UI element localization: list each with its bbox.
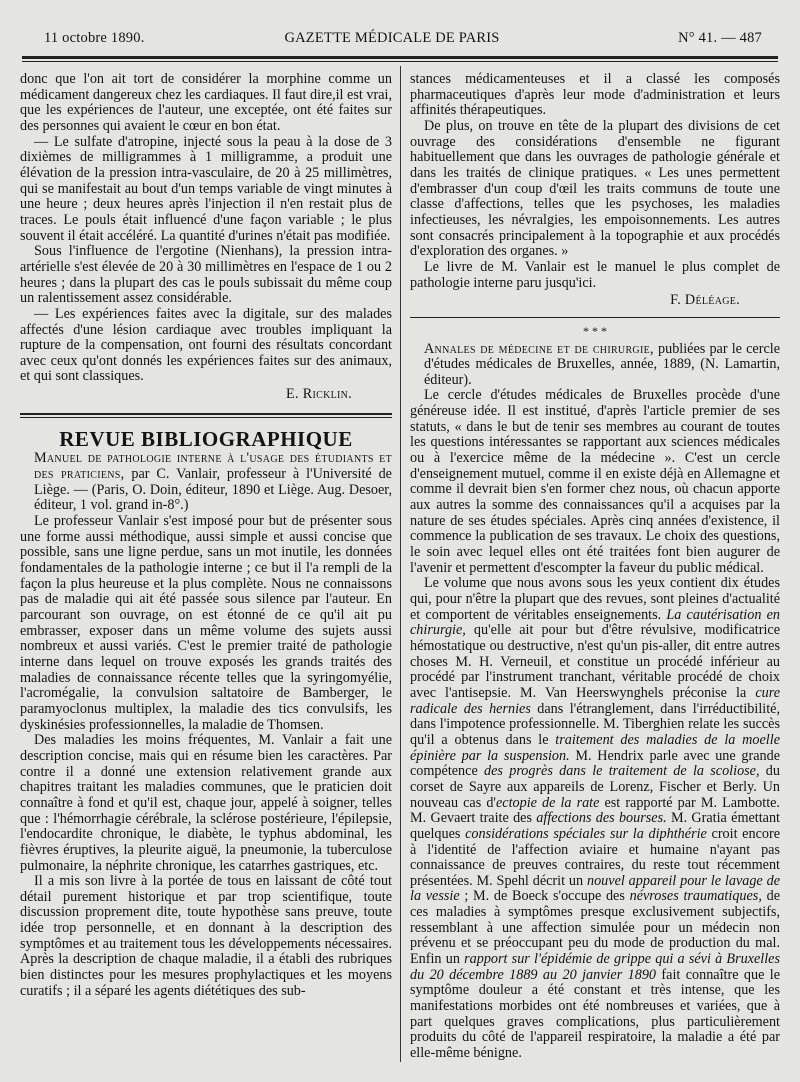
author-signature: E. Ricklin. [286,386,352,403]
journal-title: GAZETTE MÉDICALE DE PARIS [284,30,500,46]
paragraph: Le cercle d'études médicales de Bruxelles procède d'une généreuse idée. Il est institué, d'après l'article premier de ses statuts, « dans le but de tenir ses membres au courant de toutes les questions intéressantes se rapportant aux sciences médicales ou à l'exercice même de la médecine ». C'est un cercle d'enseignement mutuel, comme il en existe déjà en Allemagne et comme il devrait bien s'en former chez nous, où chacun apporte aux autres la somme des connaissances qu'il a acquises par la nature de ses études spéciales. Après cinq années d'existence, il commence la publication de ses travaux. Le choix des questions, le soin avec lequel elles ont été traitées font bien augurer de l'avenir et permettent d'escompter la faveur du public médical. [410,387,780,576]
italic-title: des progrès dans le traitement de la scoliose, [484,763,760,780]
section-rule [410,317,780,318]
text-run: ; M. de Boeck s'occupe des [459,888,630,905]
paragraph: stances médicamenteuses et il a classé les composés pharmaceutiques d'après leur mode d'administration et leurs affinités thérapeutiques. [410,71,780,119]
reference-title: Manuel de pathologie interne à l'usage des étudiants et des praticiens, [34,450,392,483]
text-run: dans l'étranglement, dans l'irréductibilité, dans l'impotence professionnelle. M. Tiberghien relate les succès qu'il a obtenus dans le [410,700,780,748]
column-divider [400,66,401,1062]
text-run: du corset de Sayre aux appareils de Lorenz, Fischer et Berly. Un nouveau cas d' [410,763,780,811]
bibliographic-reference [20,451,392,514]
text-run: M. Hendrix parle avec une grande compétence [410,747,780,780]
text-run: de ces maladies à symptômes presque exclusivement subjectifs, ressemblant à une affection simulée pour un médecin non prévenu et se préoccupant peu du mode de production du mal. Enfin un [410,888,780,968]
paragraph: Le livre de M. Vanlair est le manuel le plus complet de pathologie interne paru jusqu'ici. [410,258,780,291]
reference-title: Annales de médecine et de chirurgie, [424,340,654,357]
issue-number: N° 41. — 487 [678,30,762,46]
section-rule [20,413,392,418]
author-signature: F. Déléage. [670,292,740,309]
paragraph: donc que l'on ait tort de considérer la morphine comme un médicament dangereux chez les cardiaques. Il faut dire,il est vrai, que les expériences de l'auteur, une exceptée, ont été faites sur des personnes qui avaient le cœur en bon état. [20,71,392,134]
text-run: croit encore à l'identité de l'affection aviaire et humaine n'ayant pas connaissance de preuves contraires, du reste tout récemment présentées. M. Spehl décrit un [410,825,780,889]
paragraph: Sous l'influence de l'ergotine (Nienhans), la pression intra-artérielle s'est élevée de 20 à 30 millimètres en l'espace de 1 ou 2 heures ; dans la plupart des cas le pouls subissait du même coup un ralentissement assez considérable. [20,243,392,307]
paragraph: Il a mis son livre à la portée de tous en laissant de côté tout détail purement historique et par trop scientifique, toute discussion proprement dite, toute hypothèse sans preuve, toute idée trop personnelle, et en donnant à la description des symptômes et au traitement tous les développements nécessaires. Après la description de chaque maladie, il a établi des rubriques bien distinctes pour les mesures prophylactiques et les moyens curatifs ; il a séparé les agents diététiques des sub- [20,873,392,999]
text-run: Le volume que nous avons sous les yeux contient dix études qui, pour n'être la plupart que des revues, sont pleines d'actualité et comportent de véritables enseignements. [410,575,780,623]
bibliographic-reference [410,342,780,389]
paragraph: Le professeur Vanlair s'est imposé pour but de présenter sous une forme aussi méthodique, aussi simple et aussi concise que possible, sans une ligne perdue, sans un mot inutile, les données fondamentales de la pathologie interne ; ce but il l'a rempli de la façon la plus heureuse et la plus complète. Nous ne connaissons pas de maladie qui ait été passée sous silence par l'auteur. En parcourant son ouvrage, on est étonné de ce qu'il ait pu embrasser, exposer dans un même volume des sujets aussi nombreux et aussi variés. C'est le premier traité de pathologie interne dans lequel on trouve exposés les grands traités des maladies de connaissance récente telles que la syringomyélie, l'acromégalie, la convulsion saltatoire de Bamberger, le paramyoclonus multiplex, la maladie des tics convulsifs, les dyskinésies professionnelles, la maladie de Thomsen. [20,513,392,733]
asterism-divider: * * * [583,323,607,338]
italic-title: affections des bourses. [536,810,667,827]
paragraph: — Le sulfate d'atropine, injecté sous la peau à la dose de 3 dixièmes de milligrammes à 1 milligramme, a produit une élévation de la pression intra-vasculaire, de 20 à 25 millimètres, qui se manifestait au bout d'un temps variable de vingt minutes à une heure ; deux heures après l'injection il n'en restait plus de traces. Le pouls était influencé d'une façon variable ; le plus souvent il était accéléré. La quantité d'urines n'était pas modifiée. [20,133,392,244]
reference-details: publiées par le cercle d'études médicales de Bruxelles, année, 1889, (N. Lamartin, éditeur). [424,340,780,388]
paragraph: — Les expériences faites avec la digitale, sur des malades affectés d'une lésion cardiaque avec troubles impliquant la rupture de la compensation, ont fourni des résultats concordant avec ceux qu'ont donnés les expériences faites sur des animaux, et qui sont classiques. [20,305,392,385]
text-run: qu'elle ait pour but d'être révulsive, modificatrice hémostatique ou destructive, n'est qu'un pis-aller, dit entre autres choses M. H. Verneuil, et constitue un procédé inférieur au procédé par l'instrument tranchant, véritable procédé de choix avec l'antisepsie. M. Van Heerswynghels préconise la [410,622,780,701]
text-run: fait connaître que le symptôme douleur a été constant et très intense, que les manifestations morbides ont été nombreuses et variées, que à part quelques graves complications, plus particulièrement produits du côté de l'appareil respiratoire, la maladie a été par elle-même bénigne. [410,966,780,1062]
italic-title: névroses traumatiques, [629,888,762,905]
text-run: est rapporté par M. Lambotte. M. Gevaert traite des [410,794,780,827]
italic-title: ectopie de la rate [495,794,600,811]
section-title: REVUE BIBLIOGRAPHIQUE [59,426,353,451]
italic-title: nouvel appareil pour le lavage de la vessie [410,872,780,905]
paragraph: Des maladies les moins fréquentes, M. Vanlair a fait une description concise, mais qui en résume bien les caractères. Par contre il a donné une extension relativement grande aux chapitres traitant les maladies communes, que le praticien doit connaître à fond et qu'il est, chaque jour, appelé à soigner, telles que : l'hémorrhagie cérébrale, la sclérose postérieure, l'épilepsie, l'endocardite chronique, le diabète, le typhus abdominal, les fièvres éruptives, la pleurite aiguë, la pneumonie, la tuberculose pulmonaire, la néphrite chronique, les catarrhes gastriques, etc. [20,732,392,874]
italic-title: considérations spéciales sur la diphthérie [465,825,707,842]
paragraph [410,576,780,1061]
issue-date: 11 octobre 1890. [44,30,145,46]
paragraph: De plus, on trouve en tête de la plupart des divisions de cet ouvrage des considérations d'ensemble ne figurant habituellement que dans les ouvrages de pathologie générale et dans les traités de clinique pratiques. « Les unes permettent d'embrasser d'un coup d'œil les traits communs de toute une classe d'affections, telles que les psychoses, les maladies infectieuses, les névralgies, les empoisonnements. Les autres sont consacrés principalement à la topographie et aux procédés d'exploration des organes. » [410,117,780,260]
header-rule [22,56,778,62]
text-run: M. Gratia émettant quelques [410,810,780,842]
right-column [410,72,780,1062]
reference-details: par C. Vanlair, professeur à l'Université de Liège. — (Paris, O. Doin, éditeur, 1890 et Liège. Aug. Desoer, éditeur, 1 vol. grand in-8°.) [34,466,392,514]
left-column [20,72,392,999]
page-header [22,30,762,52]
italic-title: rapport sur l'épidémie de grippe qui a sévi à Bruxelles du 20 décembre 1889 au 20 janvier 1890 [410,951,780,983]
italic-title: La cautérisation en chirurgie, [410,606,781,639]
italic-title: traitement des maladies de la moelle épinière par la suspension. [410,731,780,764]
italic-title: cure radicale des hernies [410,684,780,717]
